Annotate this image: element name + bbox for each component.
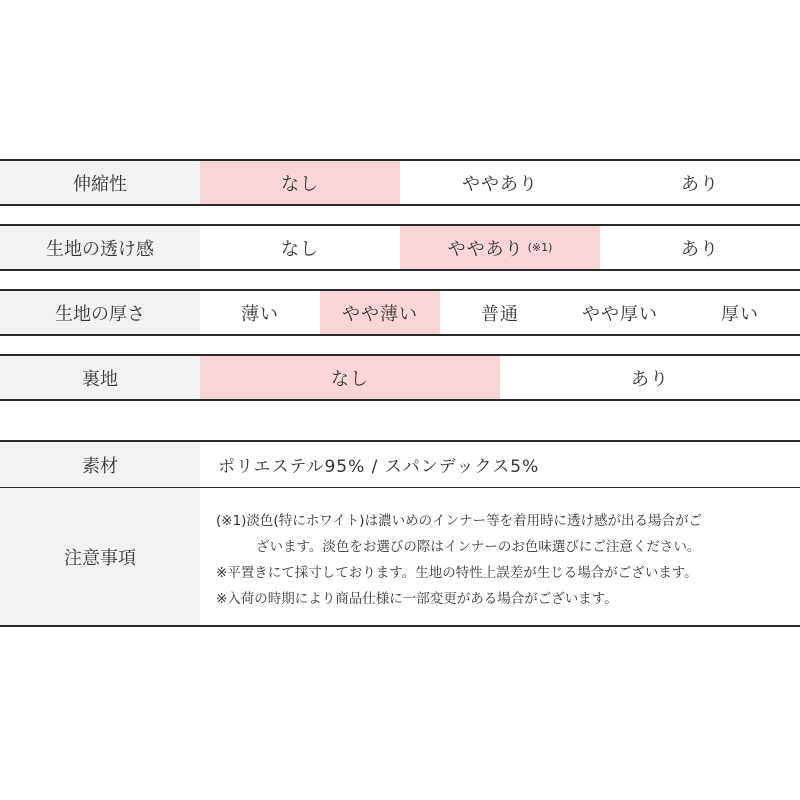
thickness-option-slightly-thick: やや厚い <box>582 303 658 325</box>
lining-option-none: なし <box>200 356 500 399</box>
stretch-option-none: なし <box>200 161 400 204</box>
sheer-row <box>0 224 800 271</box>
notes-row <box>0 488 800 625</box>
material-value: ポリエステル95% / スパンデックス5% <box>218 457 540 477</box>
thickness-option-thin: 薄い <box>241 303 279 325</box>
stretch-options <box>200 161 800 204</box>
sheer-options <box>200 226 800 269</box>
info-table <box>0 440 800 627</box>
stretch-option-slight: ややあり <box>462 173 538 195</box>
notes-content <box>200 488 800 625</box>
notes-line: (※1)淡色(特にホワイト)は濃いめのインナー等を着用時に透け感が出る場合がご <box>216 513 703 529</box>
sheer-option-slight <box>400 226 600 269</box>
sheer-option-none: なし <box>281 238 319 260</box>
stretch-label: 伸縮性 <box>0 161 200 204</box>
lining-options <box>200 356 800 399</box>
stretch-option-yes: あり <box>681 173 719 195</box>
thickness-row <box>0 289 800 336</box>
material-label: 素材 <box>0 442 200 487</box>
stretch-row <box>0 159 800 206</box>
sheer-label: 生地の透け感 <box>0 226 200 269</box>
notes-line: ※入荷の時期により商品仕様に一部変更がある場合がございます。 <box>216 591 618 607</box>
sheer-option-yes: あり <box>681 238 719 260</box>
thickness-label: 生地の厚さ <box>0 291 200 334</box>
material-row <box>0 442 800 488</box>
notes-label: 注意事項 <box>0 488 200 625</box>
thickness-options <box>200 291 800 334</box>
sheer-option-slight-text: ややあり <box>447 238 524 260</box>
lining-label: 裏地 <box>0 356 200 399</box>
lining-row <box>0 354 800 401</box>
thickness-option-normal: 普通 <box>481 303 519 325</box>
thickness-option-slightly-thin: やや薄い <box>320 291 440 334</box>
sheer-option-note: (※1) <box>527 241 553 254</box>
lining-option-yes: あり <box>631 368 669 390</box>
notes-line: ※平置きにて採寸しております。生地の特性上誤差が生じる場合がございます。 <box>216 565 698 581</box>
notes-line: ざいます。淡色をお選びの際はインナーのお色味選びにご注意ください。 <box>256 539 701 555</box>
thickness-option-thick: 厚い <box>721 303 759 325</box>
